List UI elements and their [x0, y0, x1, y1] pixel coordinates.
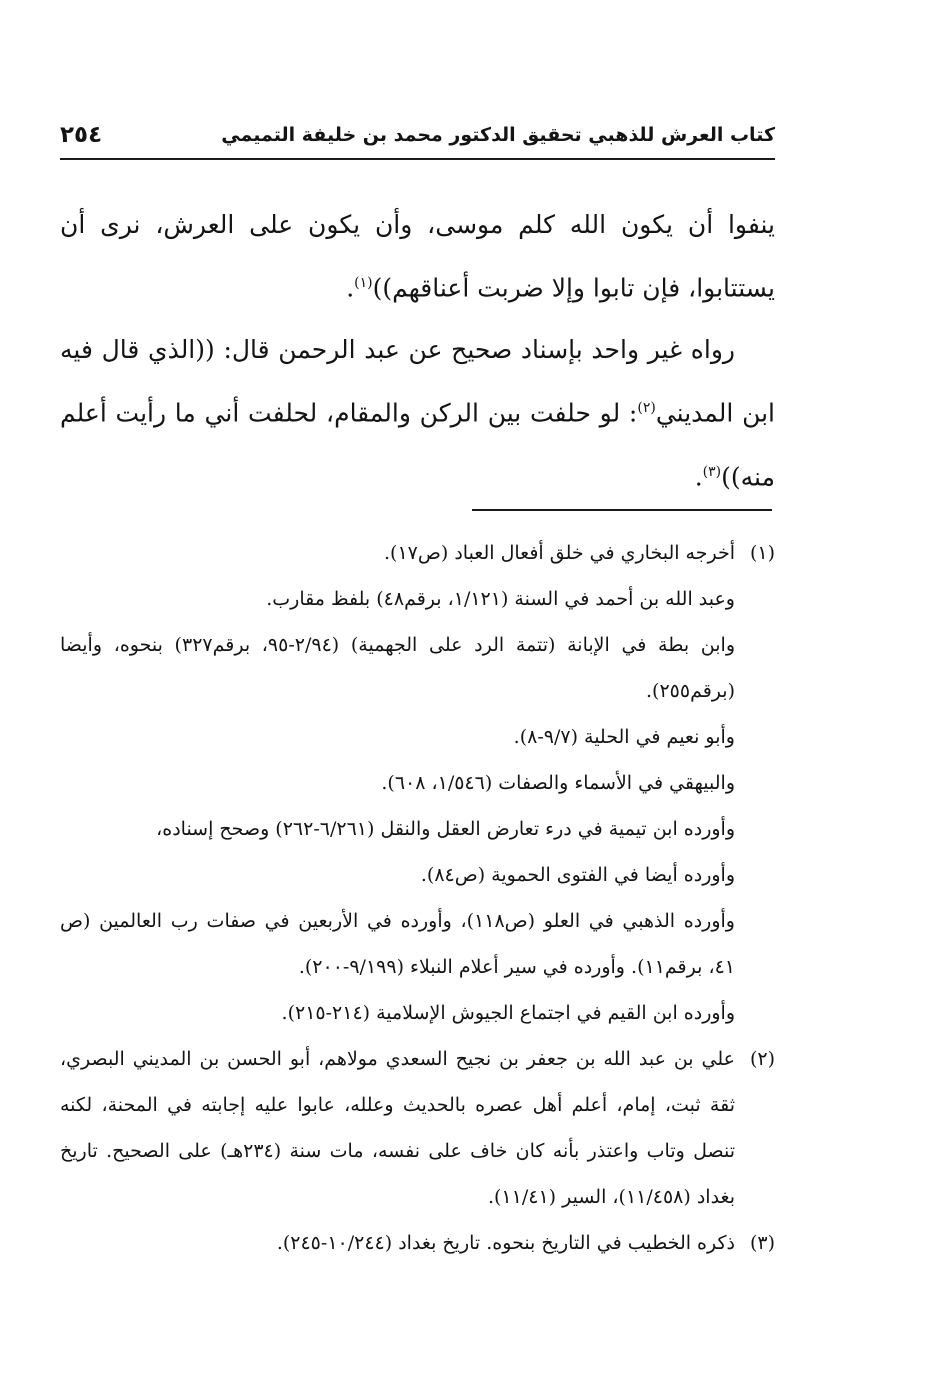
footnote-number: (٢)	[749, 1048, 775, 1070]
paragraph-end: .	[694, 461, 703, 491]
footnote-line: وأورده الذهبي في العلو (ص١١٨)، وأورده في الأربعين في صفات رب العالمين (ص ٤١، برقم١١). وأورده في سير أعلام النبلاء (٩/١٩٩-٢٠٠).	[60, 910, 735, 978]
paragraph	[60, 321, 775, 506]
footnotes	[60, 530, 775, 1266]
footnote	[60, 1220, 775, 1266]
page-header	[60, 112, 775, 160]
footnote-line: وأورده ابن القيم في اجتماع الجيوش الإسلامية (٢١٤-٢١٥).	[281, 1002, 735, 1024]
paragraph-end: .	[346, 273, 355, 303]
paragraph-text: ينفوا أن يكون الله كلم موسى، وأن يكون على العرش، نرى أن يستتابوا، فإن تابوا وإلا ضربت أعناقهم))	[60, 210, 775, 303]
footnote-ref: (٣)	[702, 463, 722, 480]
footnote-body	[60, 530, 735, 1036]
footnote-ref: (٢)	[637, 400, 656, 417]
paragraph-text: رواه غير واحد بإسناد صحيح عن عبد الرحمن قال: ((الذي قال فيه ابن المديني	[60, 335, 776, 428]
paragraph	[60, 196, 775, 317]
footnote-number: (٣)	[749, 1232, 775, 1254]
footnote-line: وابن بطة في الإبانة (تتمة الرد على الجهمية) (٢/٩٤-٩٥، برقم٣٢٧) بنحوه، وأيضا (برقم٢٥٥).	[60, 634, 735, 702]
footnote-line: ذكره الخطيب في التاريخ بنحوه. تاريخ بغداد (١٠/٢٤٤-٢٤٥).	[276, 1232, 735, 1254]
footnote-number: (١)	[749, 542, 775, 564]
footnote-separator	[472, 509, 772, 511]
footnote-line: وعبد الله بن أحمد في السنة (١/١٢١، برقم٤٨) بلفظ مقارب.	[266, 588, 735, 610]
footnote-body	[60, 1036, 735, 1220]
footnote-line: وأبو نعيم في الحلية (٩/٧-٨).	[513, 726, 735, 748]
footnote-line: أخرجه البخاري في خلق أفعال العباد (ص١٧).	[384, 542, 735, 564]
paragraph-text: : لو حلفت بين الركن والمقام، لحلفت أني ما رأيت أعلم منه))	[60, 398, 775, 491]
footnote-line: وأورده ابن تيمية في درء تعارض العقل والنقل (٦/٢٦١-٢٦٢) وصحح إسناده،	[156, 818, 735, 840]
footnote-line: والبيهقي في الأسماء والصفات (١/٥٤٦، ٦٠٨).	[381, 772, 735, 794]
running-title: كتاب العرش للذهبي تحقيق الدكتور محمد بن خليفة التميمي	[221, 124, 775, 146]
footnote	[60, 1036, 775, 1220]
footnote	[60, 530, 775, 1036]
footnote-ref: (١)	[354, 275, 373, 291]
main-text	[60, 196, 775, 506]
page-number: ٢٥٤	[60, 122, 103, 148]
footnote-line: وأورده أيضا في الفتوى الحموية (ص٨٤).	[420, 864, 735, 886]
footnote-line: علي بن عبد الله بن جعفر بن نجيح السعدي مولاهم، أبو الحسن بن المديني البصري، ثقة ثبت، إمام، أعلم أهل عصره بالحديث وعلله، عابوا عليه إجابته في المحنة، لكنه تنصل وتاب واعتذر بأنه كان خاف على نفسه، مات سنة (٢٣٤هـ) على الصحيح. تاريخ بغداد (١١/٤٥٨)، السير (١١/٤١).	[60, 1048, 736, 1208]
footnote-body	[60, 1220, 735, 1266]
